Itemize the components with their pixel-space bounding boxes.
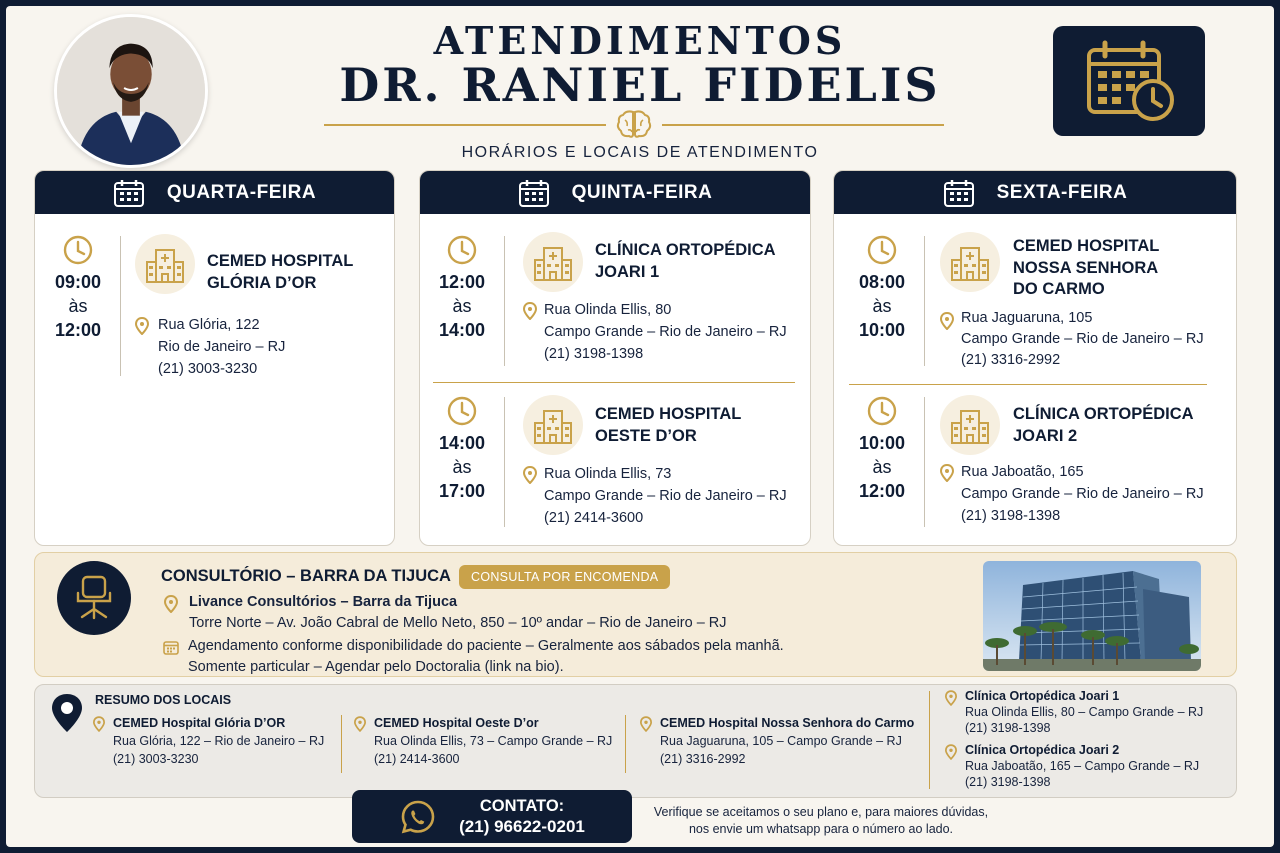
- address-city: Campo Grande – Rio de Janeiro – RJ: [544, 488, 787, 504]
- time-start: 08:00: [858, 272, 906, 292]
- address-line: Rua Glória, 122: [158, 317, 260, 333]
- calendar-badge: [1053, 26, 1205, 136]
- hospital-address: [961, 308, 1204, 371]
- time-end: 12:00: [54, 320, 102, 340]
- consultorio-badge: CONSULTA POR ENCOMENDA: [459, 565, 670, 589]
- time-range: [847, 431, 917, 503]
- hospital-icon: [940, 395, 1000, 455]
- phone-number: (21) 3198-1398: [961, 508, 1061, 524]
- slot-divider: [924, 397, 925, 527]
- consultorio-note-private: Somente particular – Agendar pelo Doctoralia (link na bio).: [188, 659, 564, 675]
- resumo-item-address: Rua Glória, 122 – Rio de Janeiro – RJ: [113, 734, 325, 748]
- clock-icon: [446, 395, 478, 427]
- address-line: Rua Jaguaruna, 105: [961, 310, 1093, 326]
- time-slot: [420, 383, 810, 546]
- day-header: [834, 171, 1236, 214]
- resumo-item: [640, 714, 914, 768]
- resumo-divider: [929, 691, 930, 789]
- time-range: [847, 270, 917, 342]
- hospital-address: [544, 463, 787, 529]
- time-end: 14:00: [438, 320, 486, 340]
- clock-icon: [62, 234, 94, 266]
- time-sep: às: [452, 296, 472, 316]
- resumo-divider: [341, 715, 342, 773]
- time-start: 09:00: [54, 272, 102, 292]
- location-pin-icon: [940, 464, 954, 482]
- day-card-sexta: [833, 170, 1237, 546]
- resumo-divider: [625, 715, 626, 773]
- office-chair-icon: [74, 575, 114, 621]
- resumo-item: [354, 714, 612, 768]
- time-start: 10:00: [858, 433, 906, 453]
- phone-number: (21) 3198-1398: [544, 346, 644, 362]
- address-city: Rio de Janeiro – RJ: [158, 339, 286, 355]
- resumo-item: [945, 688, 1203, 736]
- resumo-item-phone: (21) 3198-1398: [965, 775, 1051, 789]
- time-slot: [35, 214, 394, 546]
- hospital-icon: [135, 234, 195, 294]
- day-name: QUARTA-FEIRA: [166, 181, 317, 203]
- location-pin-icon: [940, 312, 954, 330]
- address-line: Rua Olinda Ellis, 73: [544, 466, 672, 482]
- slot-divider: [924, 236, 925, 366]
- resumo-item-name: Clínica Ortopédica Joari 2: [965, 743, 1120, 757]
- contact-number: (21) 96622-0201: [459, 817, 585, 836]
- clock-icon: [866, 234, 898, 266]
- whatsapp-icon: [400, 799, 436, 835]
- time-slot: [834, 214, 1236, 379]
- resumo-item-phone: (21) 2414-3600: [374, 752, 460, 766]
- location-pin-icon: [135, 317, 149, 335]
- phone-number: (21) 3316-2992: [961, 352, 1061, 368]
- time-start: 12:00: [438, 272, 486, 292]
- time-sep: às: [872, 457, 892, 477]
- map-pin-icon: [51, 693, 83, 733]
- resumo-item-name: CEMED Hospital Oeste D’or: [374, 716, 539, 730]
- day-name: QUINTA-FEIRA: [571, 181, 713, 203]
- hospital-icon: [940, 232, 1000, 292]
- resumo-title: RESUMO DOS LOCAIS: [95, 693, 232, 707]
- hospital-name: CEMED HOSPITAL GLÓRIA D’OR: [207, 252, 354, 292]
- location-pin-icon: [945, 690, 957, 706]
- resumo-item-address: Rua Jaguaruna, 105 – Campo Grande – RJ: [660, 734, 902, 748]
- day-header: [35, 171, 394, 214]
- hospital-name: CEMED HOSPITAL OESTE D’OR: [595, 405, 742, 445]
- contact-label: CONTATO:: [479, 797, 565, 815]
- time-range: [427, 270, 497, 342]
- title-divider-right: [662, 124, 944, 126]
- time-end: 10:00: [858, 320, 906, 340]
- hospital-address: [961, 461, 1204, 527]
- resumo-item-name: CEMED Hospital Nossa Senhora do Carmo: [660, 716, 915, 730]
- resumo-item-phone: (21) 3198-1398: [965, 721, 1051, 735]
- day-card-quarta: [34, 170, 395, 546]
- consultorio-address: Torre Norte – Av. João Cabral de Mello Neto, 850 – 10º andar – Rio de Janeiro – RJ: [189, 615, 727, 631]
- hospital-address: [544, 299, 787, 365]
- time-end: 17:00: [438, 481, 486, 501]
- location-pin-icon: [640, 716, 652, 732]
- time-start: 14:00: [438, 433, 486, 453]
- brain-icon: [616, 108, 652, 140]
- phone-number: (21) 3003-3230: [158, 361, 258, 377]
- contact-note: Verifique se aceitamos o seu plano e, para maiores dúvidas, nos envie um whatsapp para o número ao lado.: [653, 805, 989, 836]
- address-city: Campo Grande – Rio de Janeiro – RJ: [544, 324, 787, 340]
- hospital-name: CEMED HOSPITAL NOSSA SENHORA DO CARMO: [1013, 237, 1160, 298]
- schedule-poster: [6, 6, 1274, 847]
- location-pin-icon: [523, 466, 537, 484]
- resumo-item-phone: (21) 3003-3230: [113, 752, 199, 766]
- location-pin-icon: [93, 716, 105, 732]
- day-card-quinta: [419, 170, 811, 546]
- page-title-line2: DR. RANIEL FIDELIS: [339, 58, 941, 112]
- slot-divider: [504, 236, 505, 366]
- clock-icon: [866, 395, 898, 427]
- building-photo: [983, 561, 1201, 671]
- time-sep: às: [452, 457, 472, 477]
- day-header: [420, 171, 810, 214]
- time-range: [427, 431, 497, 503]
- consultorio-panel: [34, 552, 1237, 677]
- calendar-icon: [943, 178, 975, 208]
- location-pin-icon: [354, 716, 366, 732]
- consultorio-title: CONSULTÓRIO – BARRA DA TIJUCA: [161, 567, 451, 585]
- time-range: [43, 270, 113, 342]
- calendar-clock-icon: [1085, 40, 1177, 124]
- resumo-panel: [34, 684, 1237, 798]
- resumo-item-phone: (21) 3316-2992: [660, 752, 746, 766]
- hospital-icon: [523, 395, 583, 455]
- address-line: Rua Jaboatão, 165: [961, 464, 1084, 480]
- clock-icon: [446, 234, 478, 266]
- location-pin-icon: [163, 595, 179, 613]
- consultorio-note-schedule: Agendamento conforme disponibilidade do paciente – Geralmente aos sábados pela manhã.: [188, 638, 784, 654]
- address-line: Rua Olinda Ellis, 80: [544, 302, 672, 318]
- resumo-item-address: Rua Olinda Ellis, 73 – Campo Grande – RJ: [374, 734, 613, 748]
- page-subtitle: HORÁRIOS E LOCAIS DE ATENDIMENTO: [461, 144, 819, 161]
- resumo-item-name: Clínica Ortopédica Joari 1: [965, 689, 1120, 703]
- title-divider-left: [324, 124, 606, 126]
- calendar-icon: [113, 178, 145, 208]
- day-name: SEXTA-FEIRA: [996, 181, 1128, 203]
- calendar-icon: [518, 178, 550, 208]
- hospital-icon: [523, 232, 583, 292]
- location-pin-icon: [523, 302, 537, 320]
- time-sep: às: [872, 296, 892, 316]
- hospital-name: CLÍNICA ORTOPÉDICA JOARI 2: [1013, 405, 1194, 445]
- resumo-item: [93, 714, 324, 768]
- hospital-name: CLÍNICA ORTOPÉDICA JOARI 1: [595, 241, 776, 281]
- address-city: Campo Grande – Rio de Janeiro – RJ: [961, 486, 1204, 502]
- resumo-item-address: Rua Jaboatão, 165 – Campo Grande – RJ: [965, 759, 1200, 773]
- time-end: 12:00: [858, 481, 906, 501]
- chair-icon-badge: [57, 561, 131, 635]
- hospital-address: [158, 314, 285, 380]
- page-title-line1: ATENDIMENTOS: [433, 18, 847, 63]
- phone-number: (21) 2414-3600: [544, 510, 644, 526]
- resumo-item-address: Rua Olinda Ellis, 80 – Campo Grande – RJ: [965, 705, 1204, 719]
- resumo-item-name: CEMED Hospital Glória D’OR: [113, 716, 286, 730]
- location-pin-icon: [945, 744, 957, 760]
- time-slot: [420, 214, 810, 379]
- time-slot: [834, 385, 1236, 546]
- slot-divider: [504, 397, 505, 527]
- slot-divider: [120, 236, 121, 376]
- contact-button[interactable]: [352, 790, 632, 843]
- calendar-icon: [163, 638, 179, 656]
- consultorio-place: Livance Consultórios – Barra da Tijuca: [189, 594, 458, 610]
- time-sep: às: [68, 296, 88, 316]
- resumo-item: [945, 742, 1199, 790]
- address-city: Campo Grande – Rio de Janeiro – RJ: [961, 331, 1204, 347]
